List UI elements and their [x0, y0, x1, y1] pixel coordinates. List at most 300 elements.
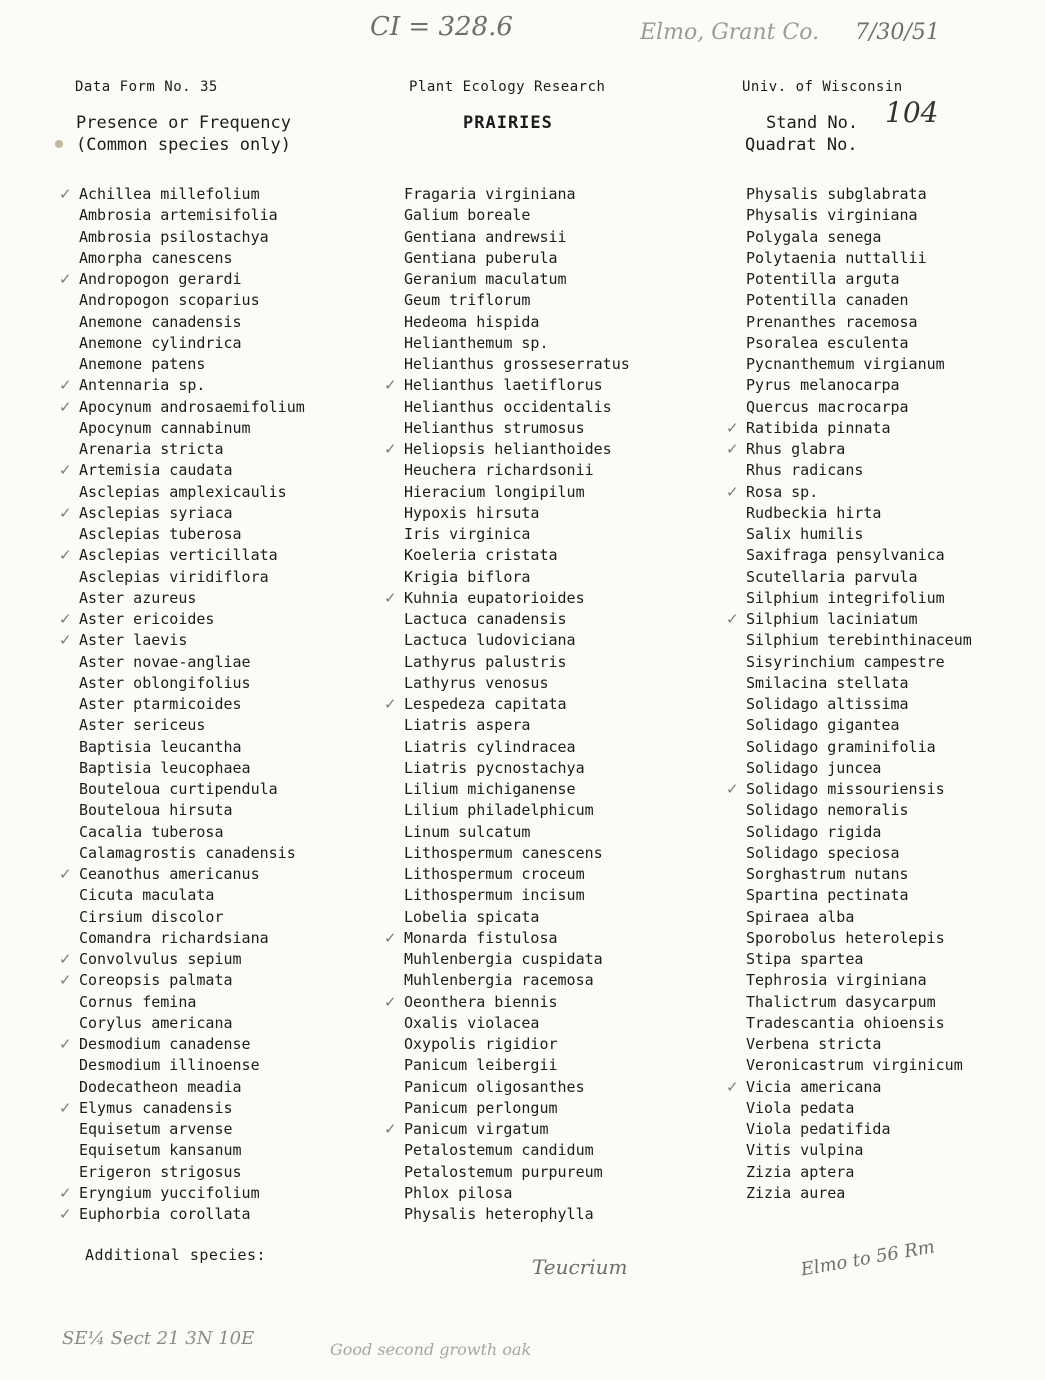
species-name: Solidago nemoralis — [746, 801, 909, 820]
species-name: Geranium maculatum — [404, 270, 567, 288]
species-name: Solidago juncea — [746, 758, 882, 777]
species-name: Corylus americana — [79, 1013, 233, 1032]
species-item — [79, 1055, 305, 1076]
species-name: Solidago altissima — [746, 695, 909, 713]
species-name: Eryngium yuccifolium — [79, 1183, 260, 1202]
species-name: Psoralea esculenta — [746, 333, 909, 352]
species-item — [79, 907, 305, 928]
species-name: Aster sericeus — [79, 716, 206, 735]
species-item — [404, 1204, 630, 1225]
species-name: Ambrosia artemisifolia — [79, 206, 278, 225]
species-name: Polytaenia nuttallii — [746, 248, 927, 267]
species-column-2 — [384, 184, 630, 1225]
species-name: Geum triflorum — [404, 291, 531, 310]
quadrat-label: Quadrat No. — [745, 135, 858, 155]
species-item — [59, 397, 305, 418]
species-name: Vicia americana — [746, 1077, 882, 1096]
species-name: Zizia aurea — [746, 1183, 846, 1202]
species-name: Phlox pilosa — [404, 1183, 513, 1202]
species-item — [59, 375, 305, 396]
species-name: Kuhnia eupatorioides — [404, 588, 585, 607]
species-name: Helianthus grosseserratus — [404, 355, 630, 373]
species-item — [79, 737, 305, 758]
species-name: Vitis vulpina — [746, 1141, 864, 1160]
species-item — [746, 822, 972, 843]
species-name: Scutellaria parvula — [746, 567, 918, 586]
species-name: Pyrus melanocarpa — [746, 376, 900, 395]
species-item — [746, 333, 972, 354]
species-item — [746, 312, 972, 333]
species-name: Physalis subglabrata — [746, 185, 927, 203]
species-item — [746, 843, 972, 864]
species-name: Fragaria virginiana — [404, 185, 576, 203]
species-item — [404, 248, 630, 269]
checkmark-icon: ✓ — [59, 971, 72, 990]
species-item — [404, 609, 630, 630]
species-name: Artemisia caudata — [79, 461, 233, 480]
species-name: Euphorbia corollata — [79, 1205, 251, 1223]
handwritten-note-right: Elmo to 56 Rm — [799, 1236, 937, 1281]
species-item — [726, 779, 972, 800]
species-item — [404, 970, 630, 991]
checkmark-icon: ✓ — [384, 928, 397, 947]
species-name: Helianthus occidentalis — [404, 397, 612, 416]
handwritten-legal-desc: SE¼ Sect 21 3N 10E — [62, 1328, 255, 1349]
species-name: Panicum oligosanthes — [404, 1077, 585, 1096]
species-name: Prenanthes racemosa — [746, 312, 918, 331]
species-item — [746, 949, 972, 970]
species-item — [404, 779, 630, 800]
species-name: Ambrosia psilostachya — [79, 227, 269, 246]
species-item — [404, 290, 630, 311]
species-name: Lobelia spicata — [404, 907, 540, 926]
species-item — [79, 992, 305, 1013]
checkmark-icon: ✓ — [384, 376, 397, 395]
species-item — [746, 694, 972, 715]
species-item — [404, 354, 630, 375]
species-item — [79, 567, 305, 588]
species-name: Aster ptarmicoides — [79, 695, 242, 713]
checkmark-icon: ✓ — [59, 270, 72, 288]
species-item — [79, 673, 305, 694]
species-name: Galium boreale — [404, 206, 531, 225]
species-item — [59, 184, 305, 205]
species-item — [79, 333, 305, 354]
species-item — [404, 227, 630, 248]
species-name: Rosa sp. — [746, 482, 819, 501]
species-name: Apocynum cannabinum — [79, 418, 251, 437]
species-item — [746, 1183, 972, 1204]
species-item — [404, 567, 630, 588]
species-item — [404, 673, 630, 694]
species-name: Solidago gigantea — [746, 716, 900, 735]
species-item — [746, 588, 972, 609]
species-item — [726, 1077, 972, 1098]
species-item — [404, 907, 630, 928]
species-name: Calamagrostis canadensis — [79, 843, 296, 862]
species-item — [79, 290, 305, 311]
species-name: Cicuta maculata — [79, 886, 215, 905]
species-item — [79, 928, 305, 949]
species-item — [404, 758, 630, 779]
handwritten-remark: Good second growth oak — [330, 1340, 532, 1359]
species-name: Saxifraga pensylvanica — [746, 546, 945, 565]
species-item — [746, 652, 972, 673]
species-name: Lilium michiganense — [404, 780, 576, 798]
species-name: Convolvulus sepium — [79, 950, 242, 968]
species-item — [746, 992, 972, 1013]
species-item — [79, 482, 305, 503]
species-name: Andropogon gerardi — [79, 270, 242, 288]
species-name: Salix humilis — [746, 525, 864, 543]
species-name: Asclepias tuberosa — [79, 525, 242, 543]
species-item — [384, 375, 630, 396]
header-right: Univ. of Wisconsin — [742, 79, 903, 95]
checkmark-icon: ✓ — [384, 992, 397, 1011]
species-name: Ceanothus americanus — [79, 865, 260, 883]
species-item — [726, 439, 972, 460]
species-item — [746, 1034, 972, 1055]
species-name: Bouteloua curtipendula — [79, 780, 278, 798]
species-name: Gentiana puberula — [404, 248, 558, 267]
species-item — [404, 460, 630, 481]
species-item — [746, 460, 972, 481]
species-name: Comandra richardsiana — [79, 928, 269, 947]
species-name: Asclepias amplexicaulis — [79, 482, 287, 501]
species-name: Monarda fistulosa — [404, 928, 558, 947]
checkmark-icon: ✓ — [726, 482, 739, 501]
species-name: Helianthus strumosus — [404, 418, 585, 437]
species-name: Solidago missouriensis — [746, 780, 945, 798]
species-name: Zizia aptera — [746, 1162, 855, 1181]
species-item — [404, 269, 630, 290]
species-name: Silphium integrifolium — [746, 588, 945, 607]
species-name: Anemone patens — [79, 355, 206, 373]
species-name: Sporobolus heterolepis — [746, 928, 945, 947]
species-item — [59, 1034, 305, 1055]
species-item — [404, 885, 630, 906]
species-column-3 — [726, 184, 972, 1204]
species-item — [404, 1183, 630, 1204]
species-name: Solidago rigida — [746, 822, 882, 841]
checkmark-icon: ✓ — [726, 610, 739, 628]
species-name: Equisetum kansanum — [79, 1141, 242, 1160]
species-name: Viola pedatifida — [746, 1120, 891, 1138]
species-name: Hedeoma hispida — [404, 312, 540, 331]
species-item — [384, 992, 630, 1013]
species-name: Ratibida pinnata — [746, 418, 891, 437]
species-name: Lithospermum incisum — [404, 886, 585, 905]
species-item — [384, 588, 630, 609]
species-item — [79, 205, 305, 226]
species-name: Hieracium longipilum — [404, 482, 585, 501]
handwritten-date: 7/30/51 — [855, 20, 940, 45]
checkmark-icon: ✓ — [59, 546, 72, 565]
species-item — [404, 312, 630, 333]
species-name: Bouteloua hirsuta — [79, 801, 233, 820]
species-item — [404, 864, 630, 885]
species-item — [59, 269, 305, 290]
species-name: Baptisia leucantha — [79, 737, 242, 756]
header-center: Plant Ecology Research — [409, 79, 606, 95]
species-item — [79, 779, 305, 800]
species-name: Dodecatheon meadia — [79, 1077, 242, 1096]
species-name: Lathyrus palustris — [404, 652, 567, 671]
species-name: Viola pedata — [746, 1098, 855, 1117]
species-name: Aster ericoides — [79, 610, 215, 628]
species-item — [746, 1013, 972, 1034]
species-item — [746, 205, 972, 226]
species-name: Panicum virgatum — [404, 1120, 549, 1138]
handwritten-stand-value: 104 — [885, 96, 939, 129]
species-item — [79, 1013, 305, 1034]
checkmark-icon: ✓ — [384, 695, 397, 713]
species-name: Tephrosia virginiana — [746, 971, 927, 990]
species-name: Equisetum arvense — [79, 1120, 233, 1138]
species-name: Aster laevis — [79, 631, 188, 650]
checkmark-icon: ✓ — [59, 461, 72, 480]
species-item — [746, 269, 972, 290]
species-item — [746, 184, 972, 205]
species-item — [404, 800, 630, 821]
species-name: Potentilla arguta — [746, 270, 900, 288]
species-name: Achillea millefolium — [79, 185, 260, 203]
species-name: Potentilla canaden — [746, 291, 909, 310]
species-item — [79, 588, 305, 609]
species-name: Muhlenbergia cuspidata — [404, 950, 603, 968]
species-name: Silphium terebinthinaceum — [746, 631, 972, 650]
species-name: Heuchera richardsonii — [404, 461, 594, 480]
species-item — [59, 609, 305, 630]
species-name: Tradescantia ohioensis — [746, 1013, 945, 1032]
species-item — [404, 418, 630, 439]
species-item — [79, 758, 305, 779]
species-item — [59, 1098, 305, 1119]
species-item — [404, 1034, 630, 1055]
species-item — [79, 439, 305, 460]
species-item — [404, 630, 630, 651]
species-item — [79, 524, 305, 545]
species-item — [79, 652, 305, 673]
species-item — [746, 354, 972, 375]
species-name: Apocynum androsaemifolium — [79, 397, 305, 416]
checkmark-icon: ✓ — [59, 397, 72, 416]
species-item — [79, 418, 305, 439]
species-name: Aster novae-angliae — [79, 652, 251, 671]
species-name: Hypoxis hirsuta — [404, 503, 540, 522]
species-item — [79, 800, 305, 821]
species-item — [404, 949, 630, 970]
checkmark-icon: ✓ — [59, 503, 72, 522]
species-name: Oxypolis rigidior — [404, 1035, 558, 1053]
checkmark-icon: ✓ — [726, 1077, 739, 1096]
species-item — [59, 970, 305, 991]
checkmark-icon: ✓ — [59, 610, 72, 628]
species-item — [79, 1162, 305, 1183]
species-item — [384, 694, 630, 715]
species-column-1 — [59, 184, 305, 1225]
species-item — [404, 1098, 630, 1119]
species-item — [746, 864, 972, 885]
species-item — [79, 312, 305, 333]
species-item — [79, 248, 305, 269]
species-item — [404, 1013, 630, 1034]
species-item — [79, 885, 305, 906]
species-name: Sorghastrum nutans — [746, 865, 909, 883]
species-item — [404, 397, 630, 418]
species-name: Rudbeckia hirta — [746, 503, 882, 522]
species-name: Asclepias verticillata — [79, 546, 278, 565]
checkmark-icon: ✓ — [726, 440, 739, 458]
species-name: Cirsium discolor — [79, 907, 224, 926]
species-name: Antennaria sp. — [79, 376, 206, 395]
species-name: Asclepias viridiflora — [79, 567, 269, 586]
species-item — [404, 1055, 630, 1076]
species-name: Spartina pectinata — [746, 886, 909, 905]
species-item — [79, 1140, 305, 1161]
species-name: Rhus radicans — [746, 461, 864, 480]
species-name: Pycnanthemum virgianum — [746, 355, 945, 373]
species-item — [746, 1162, 972, 1183]
species-item — [404, 1162, 630, 1183]
additional-species-label: Additional species: — [85, 1246, 267, 1264]
stand-label: Stand No. — [766, 113, 859, 133]
species-item — [79, 1119, 305, 1140]
species-item — [59, 503, 305, 524]
species-item — [404, 822, 630, 843]
species-name: Krigia biflora — [404, 567, 531, 586]
species-name: Arenaria stricta — [79, 440, 224, 458]
species-name: Liatris pycnostachya — [404, 758, 585, 777]
species-name: Lithospermum canescens — [404, 843, 603, 862]
species-item — [404, 1140, 630, 1161]
checkmark-icon: ✓ — [59, 865, 72, 883]
species-name: Desmodium canadense — [79, 1035, 251, 1053]
species-item — [404, 333, 630, 354]
species-item — [726, 482, 972, 503]
species-name: Cacalia tuberosa — [79, 822, 224, 841]
species-name: Elymus canadensis — [79, 1098, 233, 1117]
species-item — [79, 843, 305, 864]
species-name: Anemone cylindrica — [79, 333, 242, 352]
species-name: Lactuca canadensis — [404, 610, 567, 628]
species-item — [726, 609, 972, 630]
species-name: Anemone canadensis — [79, 312, 242, 331]
species-name: Physalis heterophylla — [404, 1205, 594, 1223]
species-item — [79, 822, 305, 843]
checkmark-icon: ✓ — [59, 1205, 72, 1223]
species-item — [59, 545, 305, 566]
checkmark-icon: ✓ — [384, 1120, 397, 1138]
species-name: Lespedeza capitata — [404, 695, 567, 713]
species-name: Rhus glabra — [746, 440, 846, 458]
species-name: Linum sulcatum — [404, 822, 531, 841]
species-name: Koeleria cristata — [404, 546, 558, 565]
species-item — [59, 864, 305, 885]
species-item — [746, 375, 972, 396]
species-name: Heliopsis helianthoides — [404, 440, 612, 458]
species-item — [746, 290, 972, 311]
checkmark-icon: ✓ — [59, 1183, 72, 1202]
checkmark-icon: ✓ — [59, 1098, 72, 1117]
species-item — [404, 1077, 630, 1098]
checkmark-icon: ✓ — [59, 376, 72, 395]
species-item — [59, 460, 305, 481]
species-item — [746, 800, 972, 821]
species-name: Physalis virginiana — [746, 206, 918, 225]
species-name: Oeonthera biennis — [404, 992, 558, 1011]
checkmark-icon: ✓ — [384, 588, 397, 607]
species-name: Lathyrus venosus — [404, 673, 549, 692]
species-name: Thalictrum dasycarpum — [746, 992, 936, 1011]
handwritten-location: Elmo, Grant Co. — [640, 20, 820, 45]
checkmark-icon: ✓ — [59, 631, 72, 650]
species-name: Spiraea alba — [746, 907, 855, 926]
species-item — [746, 248, 972, 269]
species-name: Silphium laciniatum — [746, 610, 918, 628]
species-item — [384, 439, 630, 460]
checkmark-icon: ✓ — [59, 185, 72, 203]
species-item — [726, 418, 972, 439]
species-name: Lilium philadelphicum — [404, 801, 594, 820]
species-item — [746, 503, 972, 524]
species-item — [746, 715, 972, 736]
species-item — [59, 630, 305, 651]
species-name: Smilacina stellata — [746, 673, 909, 692]
species-name: Amorpha canescens — [79, 248, 233, 267]
species-item — [79, 354, 305, 375]
species-item — [746, 397, 972, 418]
species-name: Aster oblongifolius — [79, 673, 251, 692]
species-item — [746, 970, 972, 991]
species-item — [746, 567, 972, 588]
species-name: Asclepias syriaca — [79, 503, 233, 522]
species-item — [746, 758, 972, 779]
checkmark-icon: ✓ — [384, 440, 397, 458]
species-name: Gentiana andrewsii — [404, 227, 567, 246]
species-item — [59, 1183, 305, 1204]
species-item — [404, 843, 630, 864]
species-item — [404, 503, 630, 524]
species-name: Verbena stricta — [746, 1035, 882, 1053]
species-item — [746, 1098, 972, 1119]
species-name: Erigeron strigosus — [79, 1162, 242, 1181]
species-name: Helianthemum sp. — [404, 333, 549, 352]
page-title: PRAIRIES — [463, 113, 553, 133]
species-name: Veronicastrum virginicum — [746, 1056, 963, 1075]
species-name: Lithospermum croceum — [404, 865, 585, 883]
species-name: Liatris aspera — [404, 716, 531, 735]
species-item — [404, 737, 630, 758]
species-name: Cornus femina — [79, 992, 197, 1011]
species-name: Sisyrinchium campestre — [746, 652, 945, 671]
presence-line-2: (Common species only) — [76, 135, 291, 155]
species-name: Desmodium illinoense — [79, 1056, 260, 1075]
species-name: Coreopsis palmata — [79, 971, 233, 990]
species-item — [79, 694, 305, 715]
species-name: Stipa spartea — [746, 950, 864, 968]
species-item — [79, 1077, 305, 1098]
presence-line-1: Presence or Frequency — [76, 113, 291, 133]
species-item — [404, 524, 630, 545]
species-name: Iris virginica — [404, 525, 531, 543]
species-name: Oxalis violacea — [404, 1013, 540, 1032]
species-name: Quercus macrocarpa — [746, 397, 909, 416]
species-name: Baptisia leucophaea — [79, 758, 251, 777]
species-item — [404, 184, 630, 205]
species-name: Aster azureus — [79, 588, 197, 607]
handwritten-note-center: Teucrium — [532, 1255, 628, 1279]
